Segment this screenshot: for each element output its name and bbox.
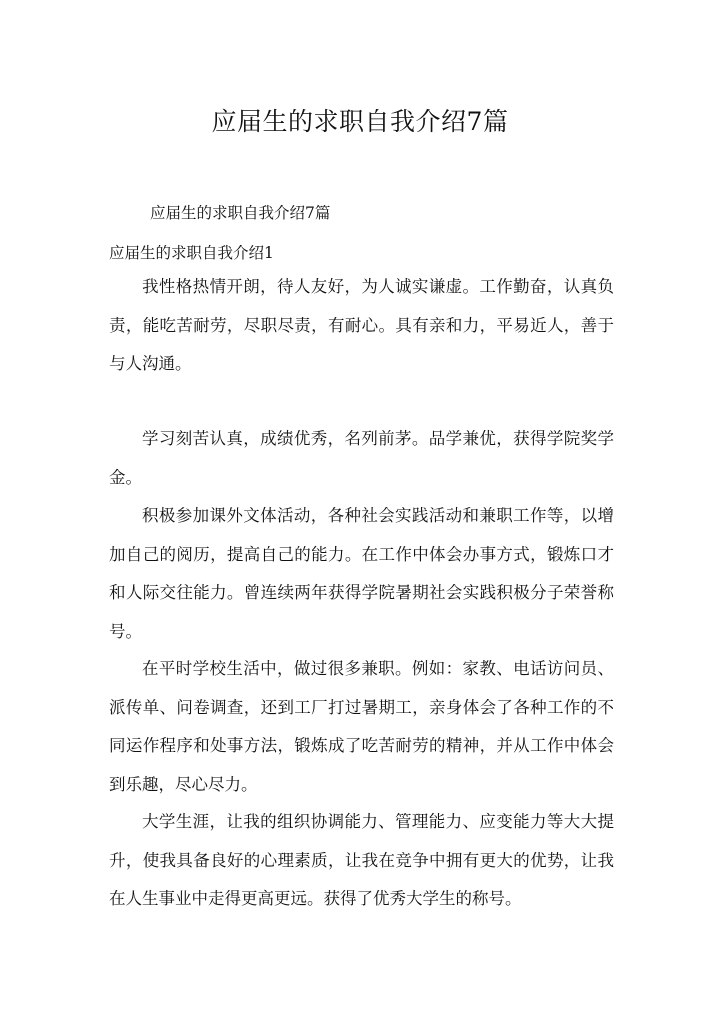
paragraph-college-life: 大学生涯，让我的组织协调能力、管理能力、应变能力等大大提升，使我具备良好的心理素质，让我在竞争中拥有更大的优势，让我在人生事业中走得更高更远。获得了优秀大学生的称号。 bbox=[109, 812, 614, 908]
document-subtitle: 应届生的求职自我介绍7篇 bbox=[150, 204, 331, 222]
paragraph-part-time-jobs: 在平时学校生活中，做过很多兼职。例如：家教、电话访问员、派传单、问卷调查，还到工厂打过暑期工，亲身体会了各种工作的不同运作程序和处事方法，锻炼成了吃苦耐劳的精神，并从工作中体会到乐趣，尽心尽力。 bbox=[109, 659, 614, 794]
paragraph-personality: 我性格热情开朗，待人友好，为人诚实谦虚。工作勤奋，认真负责，能吃苦耐劳，尽职尽责，有耐心。具有亲和力，平易近人，善于与人沟通。 bbox=[109, 277, 614, 373]
paragraph-activities: 积极参加课外文体活动，各种社会实践活动和兼职工作等，以增加自己的阅历，提高自己的能力。在工作中体会办事方式，锻炼口才和人际交往能力。曾连续两年获得学院暑期社会实践积极分子荣誉称号。 bbox=[109, 506, 614, 641]
paragraph-study: 学习刻苦认真，成绩优秀，名列前茅。品学兼优，获得学院奖学金。 bbox=[109, 429, 614, 487]
page-title: 应届生的求职自我介绍7篇 bbox=[211, 107, 509, 136]
section-heading: 应届生的求职自我介绍1 bbox=[109, 244, 274, 262]
